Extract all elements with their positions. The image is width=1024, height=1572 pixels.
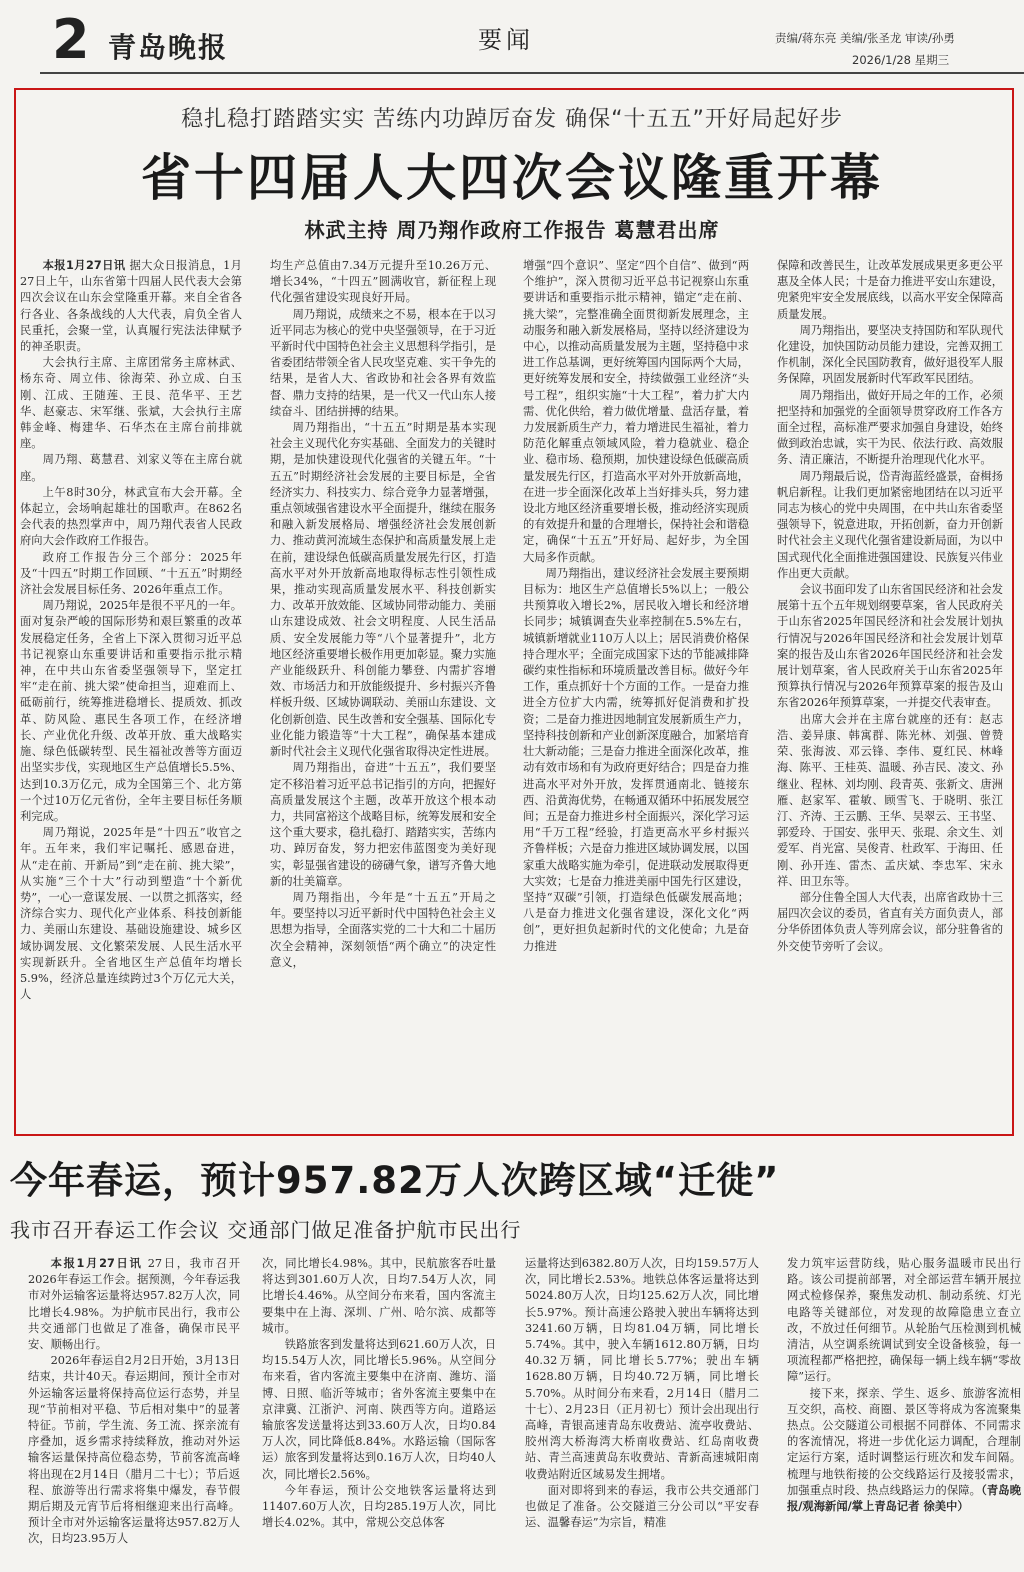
paragraph: 周乃翔指出，奋进“十五五”，我们要坚定不移沿着习近平总书记指引的方向，把握好高质量发展这个主题，改革开放这个根本动力，共同富裕这个战略目标，统筹发展和安全这个重大要求，稳扎稳打、踏踏实实，苦练内功、踔厉奋发，努力把宏伟蓝图变为美好现实，彰显强省建设的磅礴气象，谱写齐鲁大地新的壮美篇章。 [270,761,496,888]
dateline: 本报1月27日讯 [42,259,126,272]
paragraph: 周乃翔指出，做好开局之年的工作，必须把坚持和加强党的全面领导贯穿政府工作各方面全过程，高标准严要求加强自身建设，始终做到政治忠诚，实干为民、依法行政、高效服务、清正廉洁，不断提升治理现代化水平。 [777,388,1003,467]
paragraph: 发力筑牢运营防线，贴心服务温暖市民出行路。该公司提前部署，对全部运营车辆开展拉网式检修保养，聚焦发动机、制动系统、灯光电路等关键部位，对发现的故障隐患立查立改，不放过任何细节。从轮胎气压检测到机械清洁，从空调系统调试到安全设备核验，每一项流程都严格把控，确保每一辆上线车辆“零故障”运行。 [787,1257,1021,1384]
page-number: 2 [52,8,90,71]
paragraph: 面对即将到来的春运，我市公共交通部门也做足了准备。公交隧道三分公司以“平安春运、温馨春运”为宗旨，精准 [525,1483,759,1530]
story2-column-1 [28,1256,240,1572]
paragraph: 周乃翔指出，要坚决支持国防和军队现代化建设，加快国防动员能力建设，完善双拥工作机制，深化全民国防教育，做好退役军人服务保障，巩固发展新时代军政军民团结。 [777,323,1003,386]
paragraph: 周乃翔指出，建议经济社会发展主要预期目标为：地区生产总值增长5%以上；一般公共预算收入增长2%，居民收入增长和经济增长同步；城镇调查失业率控制在5.5%左右，城镇新增就业110万人以上；居民消费价格保持合理水平；全面完成国家下达的节能减排降碳约束性指标和环境质量改善目标。做好今年工作，重点抓好十个方面的工作。一是奋力推进全方位扩大内需，统筹抓好促消费和扩投资；二是奋力推进因地制宜发展新质生产力，坚持科技创新和产业创新深度融合，加紧培育壮大新动能；三是奋力推进全面深化改革，推动有效市场和有为政府更好结合；四是奋力推进高水平对外开放，发挥贯通南北、链接东西、沿黄海优势，在畅通双循环中拓展发展空间；五是奋力推进乡村全面振兴，深化学习运用“千万工程”经验，打造更高水平乡村振兴齐鲁样板；六是奋力推进区域协调发展，以国家重大战略实施为牵引，促进联动发展取得更大实效；七是奋力推进美丽中国先行区建设，坚持“双碳”引领，打造绿色低碳发展高地；八是奋力推进文化强省建设，深化文化“两创”，更好担负起新时代的文化使命；九是奋力推进 [523,566,749,953]
paragraph: 上午8时30分，林武宣布大会开幕。全体起立，会场响起雄壮的国歌声。在862名会代表的热烈掌声中，周乃翔代表省人民政府向大会作政府工作报告。 [20,485,242,548]
paragraph: 政府工作报告分三个部分：2025年及“十四五”时期工作回顾、“十五五”时期经济社会发展目标任务、2026年重点工作。 [20,550,242,597]
paragraph: 部分住鲁全国人大代表，出席省政协十三届四次会议的委员，省直有关方面负责人，部分华侨团体负责人等列席会议，部分驻鲁省的外交使节旁听了会议。 [777,890,1003,953]
story2-column-4 [787,1256,1021,1572]
masthead [0,0,1024,76]
paragraph: 运量将达到6382.80万人次，日均159.57万人次，同比增长2.53%。地铁总体客运量将达到5024.80万人次，日均125.62万人次，同比增长5.97%。预计高速公路驶入驶出车辆将达到3241.60万辆，日均81.04万辆，同比增长5.74%。其中，驶入车辆1612.80万辆，日均40.32万辆，同比增长5.77%；驶出车辆1628.80万辆，日均40.72万辆，同比增长5.70%。从时间分布来看，2月14日（腊月二十七）、2月23日（正月初七）预计会出现出行高峰，青银高速青岛东收费站、流亭收费站、胶州湾大桥海湾大桥南收费站、红岛南收费站、青兰高速黄岛东收费站、青新高速城阳南收费站附近区域易发生拥堵。 [525,1257,759,1481]
story1-column-3 [523,258,749,1118]
paragraph: 周乃翔指出，今年是“十五五”开局之年。要坚持以习近平新时代中国特色社会主义思想为指导，全面落实党的二十大和二十届历次全会精神，深刻领悟“两个确立”的决定性意义， [270,890,496,969]
paragraph: 接下来，探亲、学生、返乡、旅游客流相互交织，高校、商圈、景区等将成为客流聚集热点。公交隧道公司根据不同群体、不同需求的客流情况，将进一步优化运力调配，合理制定运行方案，适时调整运行班次和发车间隔。梳理与地铁衔接的公交线路运行及接驳需求，加强重点时段、热点线路运力的保障。 [787,1386,1021,1497]
paragraph: 周乃翔说，2025年是“十四五”收官之年。五年来，我们牢记嘱托、感恩奋进，从“走在前、开新局”到“走在前、挑大梁”，从实施“三个十大”行动到塑造“十个新优势”，一心一意谋发展、一以贯之抓落实，经济综合实力、现代化产业体系、科技创新能力、美丽山东建设、基础设施建设、城乡区域协调发展、文化繁荣发展、人民生活水平实现新跃升。全省地区生产总值年均增长5.9%，经济总量连续跨过3个万亿元大关，人 [20,826,242,1002]
paragraph: 铁路旅客到发量将达到621.60万人次，日均15.54万人次，同比增长5.96%。从空间分布来看，省内客流主要集中在济南、潍坊、淄博、日照、临沂等城市；省外客流主要集中在京津冀、江浙沪、河南、陕西等方向。道路运输旅客发送量将达到33.60万人次，日均0.84万人次，同比降低8.84%。水路运输（国际客运）旅客到发量将达到0.16万人次，日均40人次，同比增长2.56%。 [262,1338,496,1481]
story1-headline: 省十四届人大四次会议隆重开幕 [141,149,883,207]
paragraph: 增强“四个意识”、坚定“四个自信”、做到“两个维护”，深入贯彻习近平总书记视察山东重要讲话和重要指示批示精神，锚定“走在前、挑大梁”，完整准确全面贯彻新发展理念，主动服务和融入新发展格局，坚持以经济建设为中心，以推动高质量发展为主题，坚持稳中求进工作总基调，更好统筹国内国际两个大局，更好统筹发展和安全，持续做强工业经济“头号工程”，组织实施“十大工程”，着力扩大内需、优化供给，着力做优增量、盘活存量，着力发展新质生产力，着力增进民生福祉，着力防范化解重点领域风险，着力稳就业、稳企业、稳市场、稳预期，加快建设绿色低碳高质量发展先行区，打造高水平对外开放新高地，在进一步全面深化改革上当好排头兵，努力建设北方地区经济重要增长极，推动经济实现质的有效提升和量的合理增长，保持社会和谐稳定，确保“十五五”开好局、起好步，为全国大局多作贡献。 [523,259,749,564]
paragraph: 周乃翔最后说，岱青海蓝经盛景，奋楫扬帆启新程。让我们更加紧密地团结在以习近平同志为核心的党中央周围，在中共山东省委坚强领导下，锐意进取，开拓创新，奋力开创新时代社会主义现代化强省建设新局面，为以中国式现代化全面推进强国建设、民族复兴伟业作出更大贡献。 [777,469,1003,580]
paragraph: 周乃翔说，成绩来之不易，根本在于以习近平同志为核心的党中央坚强领导，在于习近平新时代中国特色社会主义思想科学指引，是省委团结带领全省人民攻坚克难、实干争先的结果，是省人大、省政协和社会各界有效监督、鼎力支持的结果，是一代又一代山东人接续奋斗、团结拼搏的结果。 [270,307,496,418]
story1-column-1 [20,258,242,1118]
paragraph: 周乃翔、葛慧君、刘家义等在主席台就座。 [20,453,242,483]
story1-column-2 [270,258,496,1118]
paragraph: 周乃翔指出，“十五五”时期是基本实现社会主义现代化夯实基础、全面发力的关键时期，是加快建设现代化强省的关键五年。“十五五”时期经济社会发展的主要目标是，全省经济实力、科技实力、综合竞争力显著增强，重点领域强省建设水平全面提升，继续在服务和融入新发展格局、增强经济社会发展创新力、推动黄河流域生态保护和高质量发展上走在前，建设绿色低碳高质量发展先行区，打造高水平对外开放新高地取得标志性引领性成果，推动实现高质量发展水平、科技创新实力、改革开放效能、区域协同带动能力、美丽山东建设成效、社会文明程度、人民生活品质、安全发展能力等“八个显著提升”，北方地区经济重要增长极作用更加彰显。聚力实施产业能级跃升、科创能力攀登、内需扩容增效、市场活力和开放能级提升、乡村振兴齐鲁样板升级、区域协调联动、美丽山东建设、文化创新创造、民生改善和安全强基、国际化专业化能力锻造等“十大工程”，确保基本建成新时代社会主义现代化强省取得决定性进展。 [270,421,496,759]
paragraph: 次，同比增长4.98%。其中，民航旅客吞吐量将达到301.60万人次，日均7.54万人次，同比增长4.46%。从空间分布来看，国内客流主要集中在上海、深圳、广州、哈尔滨、成都等城市。 [262,1257,496,1335]
paragraph: 保障和改善民生，让改革发展成果更多更公平惠及全体人民；十是奋力推进平安山东建设，兜紧兜牢安全发展底线，以高水平安全保障高质量发展。 [777,259,1003,321]
story1-column-4 [777,258,1003,1118]
story2-headline: 今年春运，预计957.82万人次跨区域“迁徙” [10,1159,780,1202]
paragraph: 会议书面印发了山东省国民经济和社会发展第十五个五年规划纲要草案，省人民政府关于山东省2025年国民经济和社会发展计划执行情况与2026年国民经济和社会发展计划草案的报告及山东省2026年国民经济和社会发展计划草案，省人民政府关于山东省2025年预算执行情况与2026年预算草案的报告及山东省2026年预算草案，一并提交代表审查。 [777,583,1003,710]
masthead-rule [40,72,1024,74]
paragraph: 大会执行主席、主席团常务主席林武、杨东奇、周立伟、徐海荣、孙立成、白玉刚、江成、王随莲、王艮、范华平、王艺华、赵豪志、宋军继、张斌，大会执行主席韩金峰、梅建华、石华杰在主席台前排就座。 [20,356,242,451]
story2-subtitle: 我市召开春运工作会议 交通部门做足准备护航市民出行 [10,1218,522,1242]
paragraph: 27日，我市召开2026年春运工作会。据预测，今年春运我市对外运输客运量将达957.82万人次，同比增长4.98%。为护航市民出行，我市公共交通部门也做足了准备，确保市民平安、顺畅出行。 [28,1257,240,1352]
dateline: 本报1月27日讯 [50,1257,143,1270]
paragraph: 2026年春运自2月2日开始，3月13日结束，共计40天。春运期间，预计全市对外运输客运量将保持高位运行态势，并呈现“节前相对平稳、节后相对集中”的显著特征。节前，学生流、务工流、探亲流有序叠加，返乡需求持续释放，推动对外运输客运量保持高位稳态势，节前客流高峰将出现在2月14日（腊月二十七）；节后返程、旅游等出行需求将集中爆发，春节假期后期及元宵节后将相继迎来出行高峰。预计全市对外运输客运量将达957.82万人次，日均23.95万人 [28,1354,240,1546]
paragraph: 周乃翔说，2025年是很不平凡的一年。面对复杂严峻的国际形势和艰巨繁重的改革发展稳定任务，全省上下深入贯彻习近平总书记视察山东重要讲话和重要指示批示精神，在中共山东省委坚强领导下，坚定扛牢“走在前、挑大梁”使命担当，迎难而上、砥砺前行，统筹推进稳增长、提质效、抓改革、防风险、惠民生各项工作，在经济增长、产业优化升级、改革开放、重大战略实施、绿色低碳转型、民生福祉改善等方面迈出坚实步伐，实现地区生产总值增长5.5%、达到10.3万亿元，成为全国第三个、北方第一个过10万亿元省份，全年主要目标任务顺利完成。 [20,599,242,823]
editor-credits: 责编/蒋东亮 美编/张圣龙 审读/孙勇 [775,31,955,45]
section-title: 要闻 [478,26,534,54]
story1-pre-title: 稳扎稳打踏踏实实 苦练内功踔厉奋发 确保“十五五”开好局起好步 [181,107,843,132]
story1-subtitle: 林武主持 周乃翔作政府工作报告 葛慧君出席 [304,218,720,242]
paragraph: 均生产总值由7.34万元提升至10.26万元、增长34%，“十四五”圆满收官，新征程上现代化强省建设实现良好开局。 [270,259,496,305]
newspaper-logo: 青岛晚报 [108,31,229,64]
story2-column-3 [525,1256,759,1572]
story2-column-2 [262,1256,496,1572]
paragraph: 出席大会并在主席台就座的还有：赵志浩、姜异康、韩寓群、陈光林、刘强、曾赞荣、张海波、邓云锋、李伟、夏红民、林峰海、陈平、王桂英、温暖、孙吉民、凌文、孙继业、程林、刘均刚、段青英、张新文、唐洲雁、赵家军、霍敏、顾雪飞、于晓明、张江汀、齐涛、王云鹏、王华、吴翠云、王书坚、郭爱玲、于国安、张甲天、张琨、余文生、刘爱军、肖光富、吴俊青、杜政军、于海田、任刚、孙开连、雷杰、孟庆斌、李忠军、宋永祥、田卫东等。 [777,712,1003,888]
issue-date: 2026/1/28 星期三 [852,53,950,67]
paragraph: 据大众日报消息，1月27日上午，山东省第十四届人民代表大会第四次会议在山东会堂隆重开幕。来自全省各行各业、各条战线的人大代表，肩负全省人民重托，会聚一堂，认真履行宪法法律赋予的神圣职责。 [20,259,242,354]
paragraph: 今年春运，预计公交地铁客运量将达到11407.60万人次，日均285.19万人次，同比增长4.02%。其中，常规公交总体客 [262,1483,496,1530]
byline: （青岛晚报/观海新闻/掌上青岛记者 徐美中） [787,1483,1021,1514]
